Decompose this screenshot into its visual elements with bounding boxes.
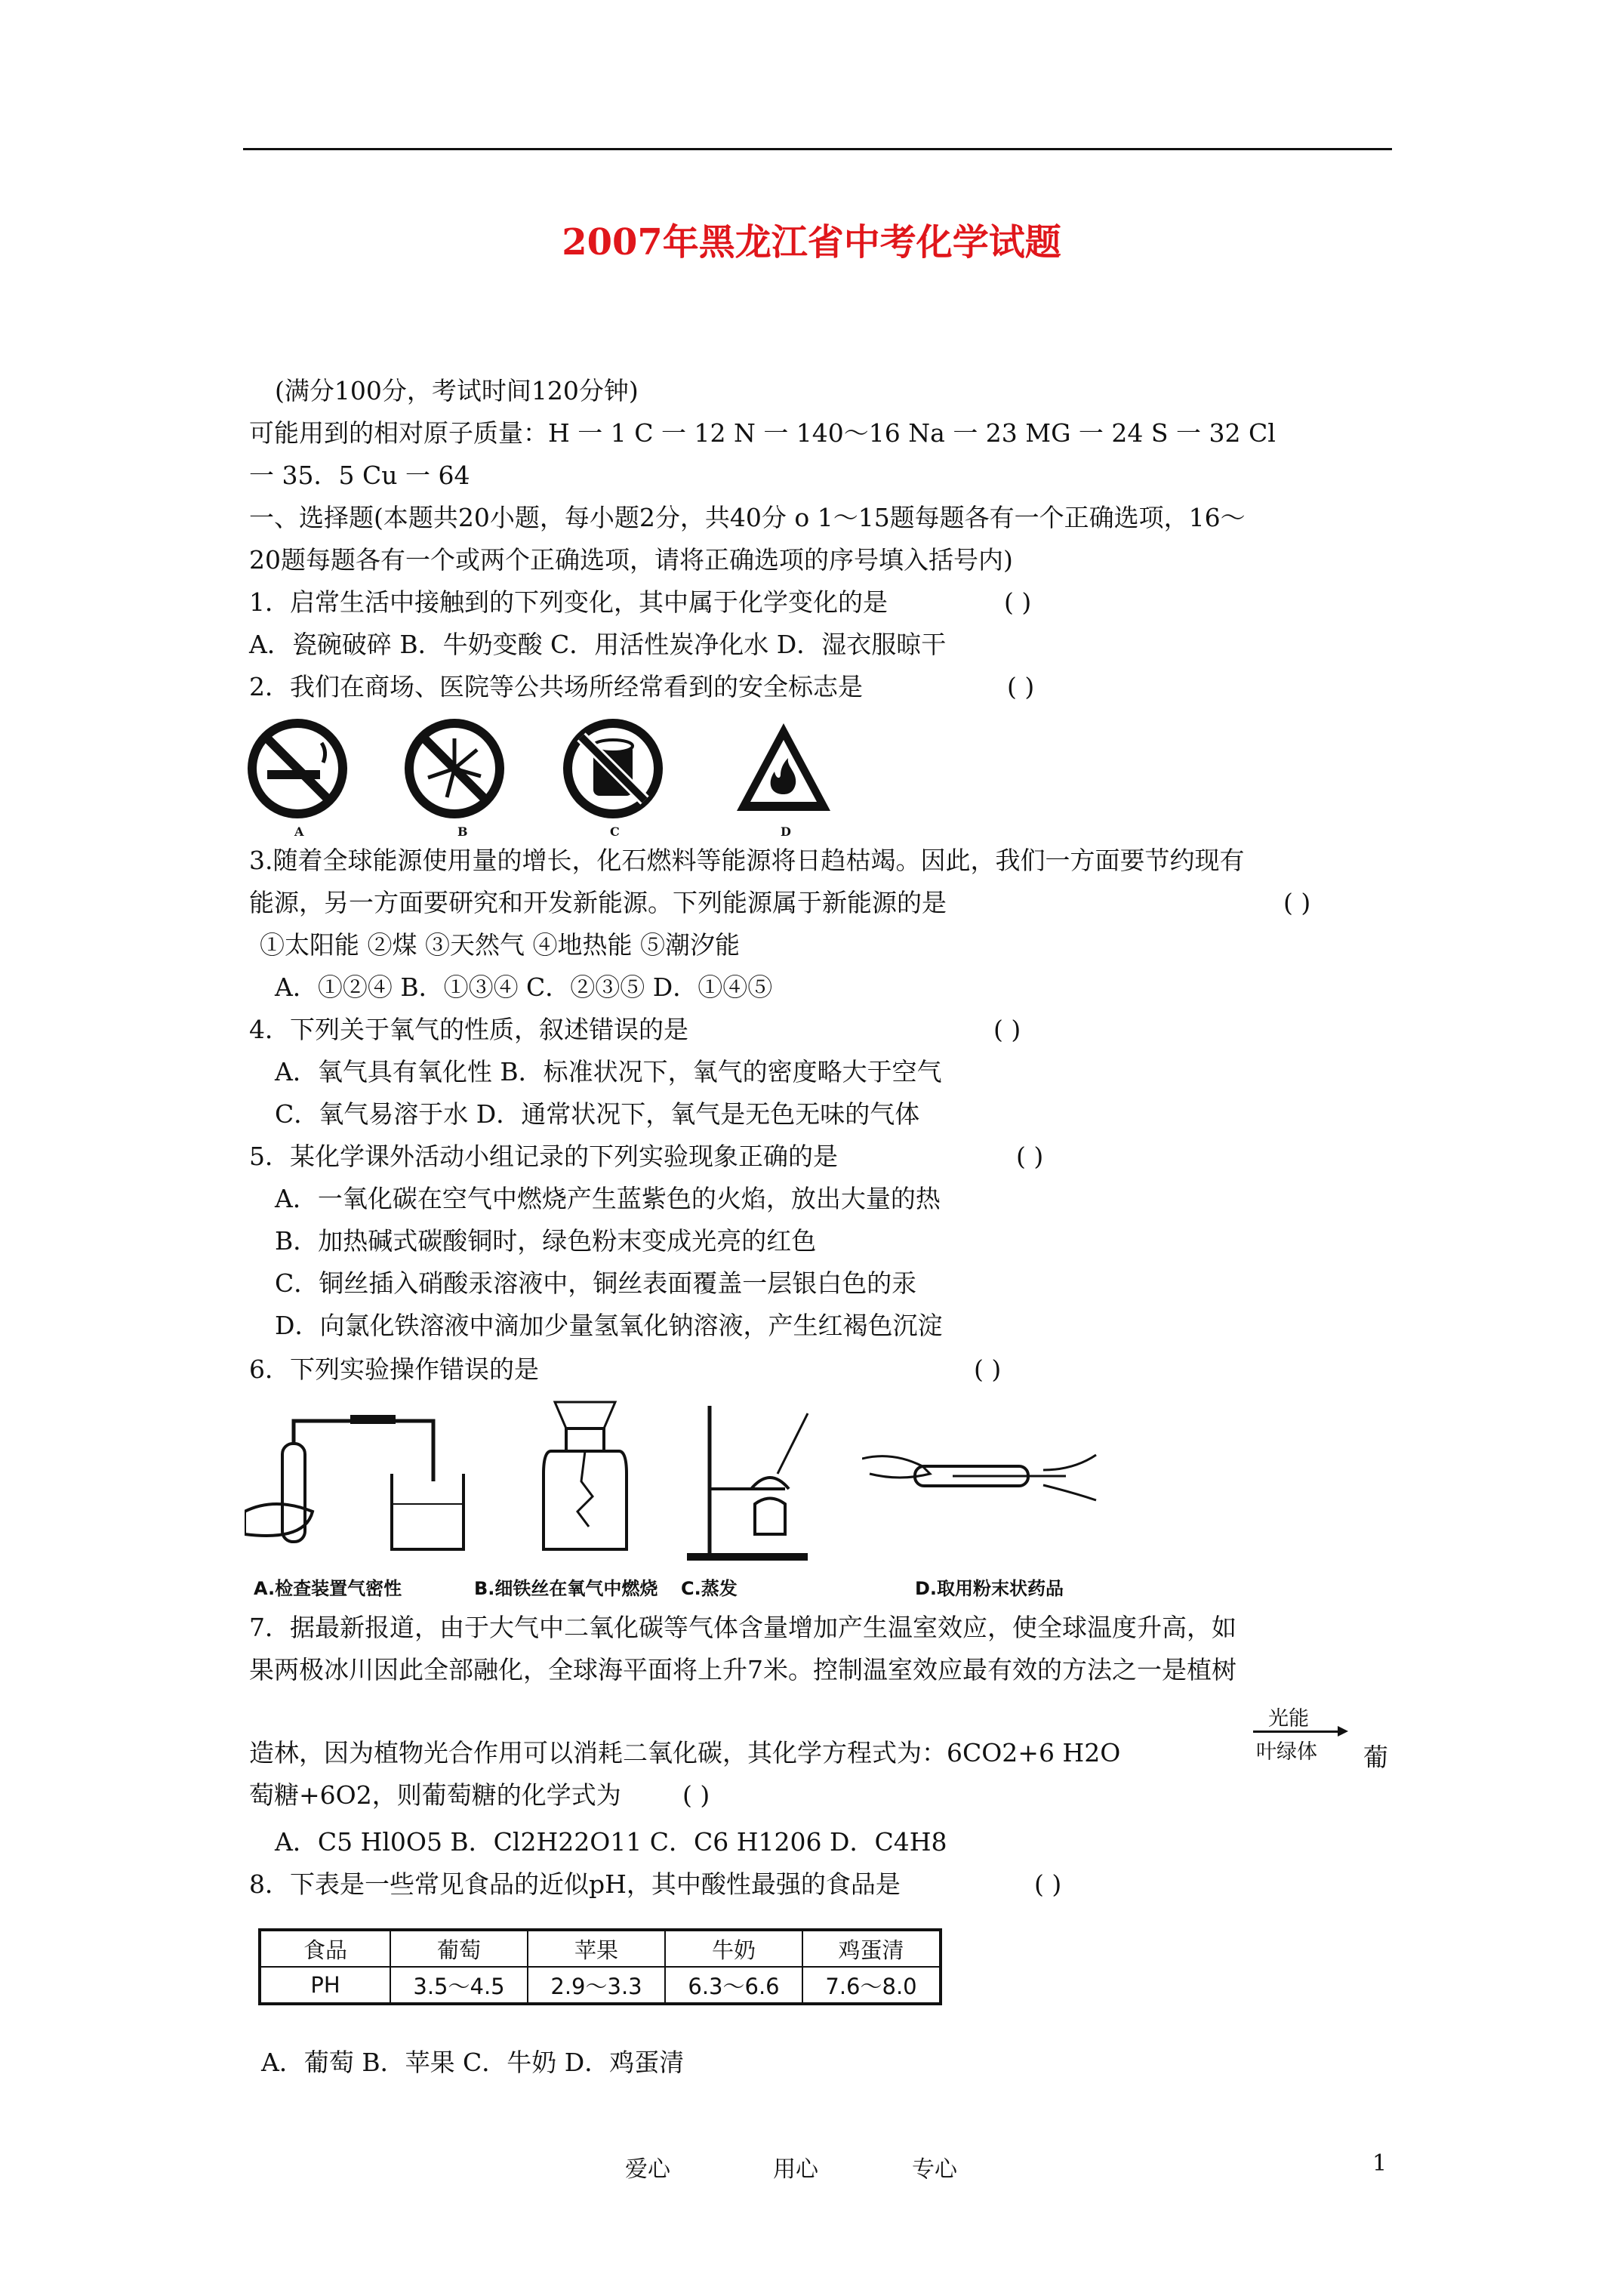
table-cell: 2.9～3.3 <box>528 1967 665 2004</box>
q6-caption-a: A.检查装置气密性 <box>254 1578 402 1599</box>
table-cell: 7.6～8.0 <box>802 1967 941 2004</box>
sign-label-c: C <box>610 824 620 839</box>
q3-stem-1: 3.随着全球能源使用量的增长，化石燃料等能源将日趋枯竭。因此，我们一方面要节约现有 <box>249 846 1245 875</box>
q6-stem: 6．下列实验操作错误的是 <box>249 1354 539 1384</box>
q7-stem-3: 造林，因为植物光合作用可以消耗二氧化碳，其化学方程式为：6CO2+6 H2O <box>249 1738 1121 1767</box>
q5-stem: 5．某化学课外活动小组记录的下列实验现象正确的是 <box>249 1142 838 1171</box>
footer-middle: 用心 <box>773 2156 818 2183</box>
iron-wire-burning-figure <box>521 1398 649 1569</box>
reaction-arrow <box>1253 1702 1350 1762</box>
q8-options: A．葡萄 B．苹果 C．牛奶 D．鸡蛋清 <box>261 2048 685 2077</box>
q5-option-b: B．加热碱式碳酸铜时，绿色粉末变成光亮的红色 <box>275 1226 817 1256</box>
q5-answer-paren: ( ) <box>1016 1142 1044 1171</box>
q5-option-d: D．向氯化铁溶液中滴加少量氢氧化钠溶液，产生红褐色沉淀 <box>275 1311 943 1340</box>
table-header-cell: 鸡蛋清 <box>802 1930 941 1967</box>
no-fireworks-icon <box>402 716 507 821</box>
q2-answer-paren: ( ) <box>1007 672 1035 701</box>
q5-option-c: C．铜丝插入硝酸汞溶液中，铜丝表面覆盖一层银白色的汞 <box>275 1268 917 1298</box>
flammable-warning-icon <box>731 716 836 821</box>
reaction-condition-top: 光能 <box>1268 1707 1309 1730</box>
table-header-cell: 葡萄 <box>390 1930 528 1967</box>
q7-options: A．C5 Hl0O5 B．Cl2H22O11 C．C6 H1206 D．C4H8 <box>275 1827 947 1857</box>
atomic-mass-line-1: 可能用到的相对原子质量：H 一 1 C 一 12 N 一 140～16 Na 一 23 MG 一 24 S 一 32 Cl <box>249 418 1276 448</box>
q7-stem-1: 7．据最新报道，由于大气中二氧化碳等气体含量增加产生温室效应，使全球温度升高，如 <box>249 1613 1236 1642</box>
q3-options: A．①②④ B．①③④ C．②③⑤ D．①④⑤ <box>275 972 773 1002</box>
q6-answer-paren: ( ) <box>974 1354 1002 1384</box>
q7-stem-4: 萄糖+6O2，则葡萄糖的化学式为 <box>249 1780 621 1810</box>
table-header-cell: 牛奶 <box>665 1930 802 1967</box>
table-cell: 3.5～4.5 <box>390 1967 528 2004</box>
q4-answer-paren: ( ) <box>993 1015 1021 1044</box>
q3-answer-paren: ( ) <box>1283 888 1311 917</box>
q4-options-2: C．氧气易溶于水 D．通常状况下，氧气是无色无味的气体 <box>275 1099 920 1129</box>
header-rule <box>243 148 1392 150</box>
q7-answer-paren: ( ) <box>682 1780 710 1810</box>
q7-stem-2: 果两极冰川因此全部融化，全球海平面将上升7米。控制温室效应最有效的方法之一是植树 <box>249 1655 1236 1684</box>
sign-label-b: B <box>457 824 468 839</box>
ph-table <box>258 1928 942 2005</box>
q1-stem: 1．启常生活中接触到的下列变化，其中属于化学变化的是 <box>249 587 888 617</box>
table-row <box>260 1967 941 2004</box>
q4-options-1: A．氧气具有氧化性 B．标准状况下，氧气的密度略大于空气 <box>275 1057 942 1086</box>
footer-right: 专心 <box>912 2156 957 2183</box>
table-cell: 6.3～6.6 <box>665 1967 802 2004</box>
q3-stem-2: 能源，另一方面要研究和开发新能源。下列能源属于新能源的是 <box>249 888 947 917</box>
sign-label-a: A <box>294 824 304 839</box>
page-number: 1 <box>1372 2150 1387 2177</box>
q4-stem: 4．下列关于氧气的性质，叙述错误的是 <box>249 1015 688 1044</box>
no-smoking-icon <box>245 716 350 821</box>
evaporation-figure <box>679 1398 830 1569</box>
q8-answer-paren: ( ) <box>1034 1869 1062 1899</box>
table-row <box>260 1930 941 1967</box>
q2-stem: 2．我们在商场、医院等公共场所经常看到的安全标志是 <box>249 672 863 701</box>
q6-caption-d: D.取用粉末状药品 <box>915 1578 1064 1599</box>
table-header-cell: 苹果 <box>528 1930 665 1967</box>
table-header-cell: 食品 <box>260 1930 390 1967</box>
q8-stem: 8．下表是一些常见食品的近似pH，其中酸性最强的食品是 <box>249 1869 901 1899</box>
q6-caption-b: B.细铁丝在氧气中燃烧 <box>474 1578 658 1599</box>
section-header-2: 20题每题各有一个或两个正确选项，请将正确选项的序号填入括号内) <box>249 545 1013 575</box>
table-cell: PH <box>260 1967 390 2004</box>
q6-caption-c: C.蒸发 <box>681 1578 738 1599</box>
footer-left: 爱心 <box>625 2156 670 2183</box>
q3-items: ①太阳能 ②煤 ③天然气 ④地热能 ⑤潮汐能 <box>260 930 740 960</box>
q5-option-a: A．一氧化碳在空气中燃烧产生蓝紫色的火焰，放出大量的热 <box>275 1184 941 1213</box>
q7-stem-continued: 葡 <box>1363 1743 1388 1772</box>
sign-label-d: D <box>781 824 791 839</box>
score-time: (满分100分，考试时间120分钟) <box>275 376 639 405</box>
reaction-condition-bottom: 叶绿体 <box>1256 1740 1317 1764</box>
atomic-mass-line-2: 一 35．5 Cu 一 64 <box>249 461 470 490</box>
airtightness-check-figure <box>245 1398 471 1569</box>
powder-sampling-figure <box>862 1398 1104 1569</box>
page-title: 2007年黑龙江省中考化学试题 <box>562 221 1061 264</box>
q1-answer-paren: ( ) <box>1004 587 1032 617</box>
no-flammables-icon <box>560 716 666 821</box>
section-header-1: 一、选择题(本题共20小题，每小题2分，共40分 o 1～15题每题各有一个正确选项，16～ <box>249 503 1246 532</box>
q1-options: A．瓷碗破碎 B．牛奶变酸 C．用活性炭净化水 D．湿衣服晾干 <box>249 630 947 659</box>
